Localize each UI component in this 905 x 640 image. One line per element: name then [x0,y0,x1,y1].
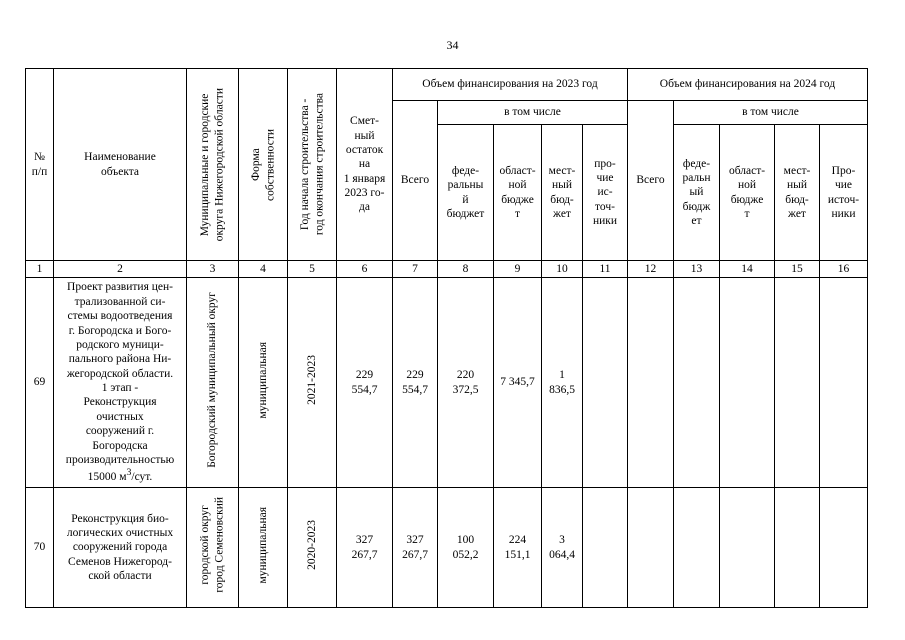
years-text: 2020-2023 [305,520,318,571]
years-cell [288,488,337,608]
header-total-2023: Всего [393,101,438,261]
col-number: 14 [720,261,775,278]
regional-2023-value: 224 151,1 [494,488,542,608]
local-2023-value: 1 836,5 [542,278,583,488]
object-name-superscript: 3 [126,467,132,479]
other-2024-value [820,278,868,488]
header-total-2024: Всего [628,101,674,261]
col-number: 12 [628,261,674,278]
total-2023-value: 229 554,7 [393,278,438,488]
total-2024-value [628,488,674,608]
row-number: 70 [26,488,54,608]
object-name-unit: /сут. [131,471,153,484]
table-row [26,488,868,608]
other-2023-value [583,488,628,608]
municipal-text: городской округ город Семеновский [199,497,226,594]
col-number: 8 [438,261,494,278]
federal-2024-value [674,488,720,608]
col-number: 7 [393,261,438,278]
col-number: 5 [288,261,337,278]
header-fin-2024: Объем финансирования на 2024 год [628,69,868,101]
total-2024-value [628,278,674,488]
header-municipal-text: Муниципальные и городские округа Нижегородской области [199,87,226,242]
years-cell [288,278,337,488]
object-name: Реконструкция био- логических очистных сооружений города Семенов Нижегород- ской области [54,488,187,608]
header-regional-2023: област- ной бюдже т [494,125,542,261]
col-number: 15 [775,261,820,278]
ownership-cell [239,278,288,488]
table-row [26,278,868,488]
header-ownership [239,69,288,261]
federal-2024-value [674,278,720,488]
ownership-cell [239,488,288,608]
header-incl-2024: в том числе [674,101,868,125]
header-num: № п/п [26,69,54,261]
header-years-text: Год начала строительства - год окончания строительства [298,93,325,236]
other-2024-value [820,488,868,608]
ownership-text: муниципальная [256,342,269,419]
remainder-value: 327 267,7 [337,488,393,608]
col-number: 13 [674,261,720,278]
header-other-2023: про- чие ис- точ- ники [583,125,628,261]
header-remainder: Смет- ный остаток на 1 января 2023 го- да [337,69,393,261]
page-number: 34 [446,38,459,52]
municipal-text: Богородский муниципальный округ [206,292,219,469]
col-number: 9 [494,261,542,278]
regional-2024-value [720,488,775,608]
header-name: Наименование объекта [54,69,187,261]
municipal-cell [187,278,239,488]
object-name-text: Проект развития цен- трализованной си- стемы водоотведения г. Богородска и Бого- родского муници- пального района Ни- жегородской области. 1 этап - Реконструкция очистных сооружений г. Богородска производительностью 15000 м [65,281,175,484]
local-2024-value [775,488,820,608]
years-text: 2021-2023 [305,355,318,406]
header-regional-2024: област- ной бюдже т [720,125,775,261]
regional-2023-value: 7 345,7 [494,278,542,488]
local-2024-value [775,278,820,488]
ownership-text: муниципальная [256,507,269,584]
col-number: 3 [187,261,239,278]
header-other-2024: Про- чие источ- ники [820,125,868,261]
header-local-2024: мест- ный бюд- жет [775,125,820,261]
header-ownership-text: Форма собственности [249,128,276,201]
federal-2023-value: 220 372,5 [438,278,494,488]
col-number: 16 [820,261,868,278]
col-number: 11 [583,261,628,278]
header-federal-2024: феде- ральн ый бюдж ет [674,125,720,261]
row-number: 69 [26,278,54,488]
header-incl-2023: в том числе [438,101,628,125]
object-name [54,278,187,488]
header-years [288,69,337,261]
column-number-row [26,261,868,278]
local-2023-value: 3 064,4 [542,488,583,608]
regional-2024-value [720,278,775,488]
col-number: 4 [239,261,288,278]
other-2023-value [583,278,628,488]
financing-table [25,68,868,608]
remainder-value: 229 554,7 [337,278,393,488]
col-number: 10 [542,261,583,278]
col-number: 1 [26,261,54,278]
header-federal-2023: феде- ральны й бюджет [438,125,494,261]
header-local-2023: мест- ный бюд- жет [542,125,583,261]
header-fin-2023: Объем финансирования на 2023 год [393,69,628,101]
col-number: 2 [54,261,187,278]
col-number: 6 [337,261,393,278]
total-2023-value: 327 267,7 [393,488,438,608]
federal-2023-value: 100 052,2 [438,488,494,608]
municipal-cell [187,488,239,608]
header-municipal [187,69,239,261]
